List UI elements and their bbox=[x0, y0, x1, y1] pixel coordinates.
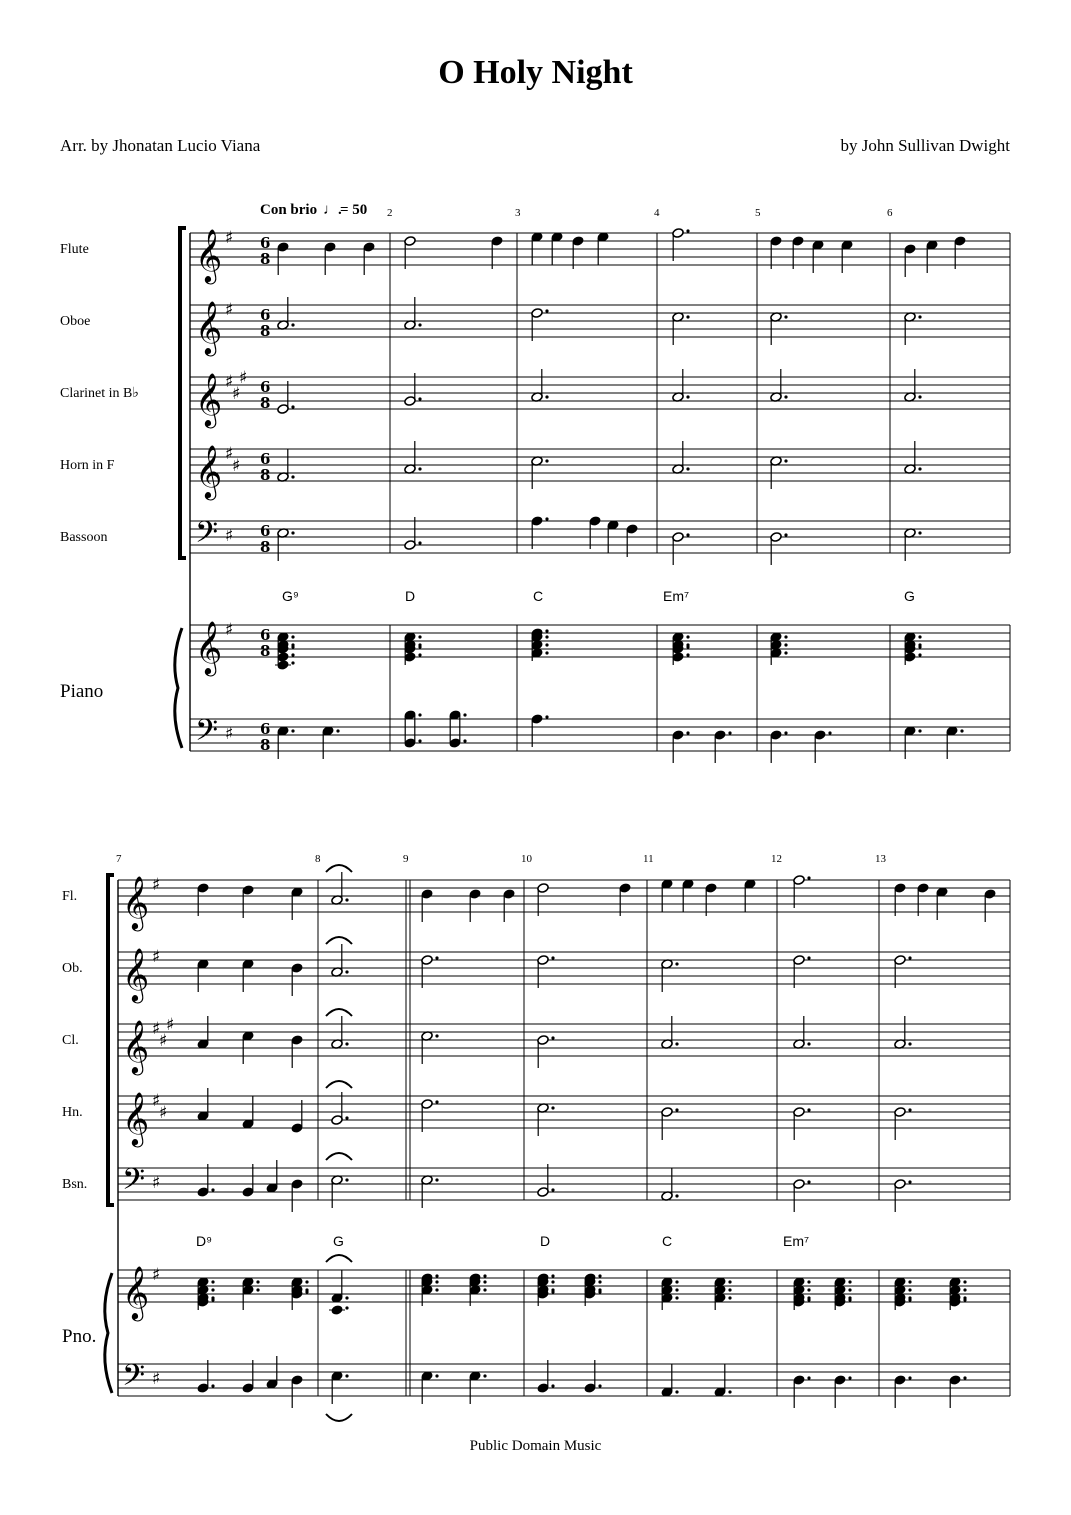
treble-clef-icon: 𝄞 bbox=[195, 444, 223, 498]
augmentation-dot bbox=[345, 1116, 348, 1119]
fermata-icon bbox=[326, 1153, 352, 1160]
augmentation-dot bbox=[686, 315, 689, 318]
time-signature-top: 6 bbox=[260, 720, 271, 738]
footer-note: Public Domain Music bbox=[469, 1438, 602, 1454]
augmentation-dot bbox=[551, 1106, 554, 1109]
time-signature-bottom: 8 bbox=[260, 250, 271, 268]
augmentation-dot bbox=[435, 956, 438, 959]
fermata-icon bbox=[326, 1009, 352, 1016]
treble-clef-icon: 𝄞 bbox=[122, 875, 150, 929]
measure-number: 8 bbox=[315, 853, 321, 865]
augmentation-dot bbox=[545, 635, 548, 638]
augmentation-dot bbox=[435, 1374, 438, 1377]
augmentation-dot bbox=[918, 643, 921, 646]
augmentation-dot bbox=[807, 1108, 810, 1111]
augmentation-dot bbox=[435, 1288, 438, 1291]
augmentation-dot bbox=[545, 395, 548, 398]
augmentation-dot bbox=[728, 1288, 731, 1291]
augmentation-dot bbox=[675, 1108, 678, 1111]
fermata-icon bbox=[326, 1414, 352, 1421]
augmentation-dot bbox=[211, 1384, 214, 1387]
augmentation-dot bbox=[435, 1178, 438, 1181]
augmentation-dot bbox=[784, 731, 787, 734]
time-signature-bottom: 8 bbox=[260, 394, 271, 412]
instrument-label-flute: Fl. bbox=[62, 889, 78, 904]
augmentation-dot bbox=[463, 739, 466, 742]
bass-clef-icon: 𝄢 bbox=[195, 516, 219, 557]
key-signature-sharp: ♯ bbox=[152, 1019, 161, 1039]
augmentation-dot bbox=[848, 1296, 851, 1299]
augmentation-dot bbox=[675, 1194, 678, 1197]
augmentation-dot bbox=[807, 1288, 810, 1291]
instrument-label-horn: Hn. bbox=[62, 1105, 83, 1120]
key-signature-sharp: ♯ bbox=[225, 724, 234, 744]
augmentation-dot bbox=[418, 397, 421, 400]
augmentation-dot bbox=[728, 1280, 731, 1283]
piano-brace bbox=[105, 1273, 112, 1393]
treble-clef-icon: 𝄞 bbox=[122, 1265, 150, 1319]
augmentation-dot bbox=[784, 651, 787, 654]
augmentation-dot bbox=[545, 459, 548, 462]
augmentation-dot bbox=[908, 1376, 911, 1379]
augmentation-dot bbox=[336, 729, 339, 732]
augmentation-dot bbox=[784, 395, 787, 398]
augmentation-dot bbox=[675, 1042, 678, 1045]
chord-symbol: D⁹ bbox=[196, 1233, 213, 1249]
key-signature-sharp: ♯ bbox=[225, 372, 234, 392]
bass-clef-icon: 𝄢 bbox=[195, 714, 219, 755]
measure-number: 12 bbox=[771, 853, 782, 865]
measure-number: 11 bbox=[643, 853, 654, 865]
augmentation-dot bbox=[918, 467, 921, 470]
augmentation-dot bbox=[598, 1280, 601, 1283]
tempo-text: Con brio bbox=[260, 202, 318, 218]
arranger-credit: Arr. by Jhonatan Lucio Viana bbox=[60, 136, 261, 155]
tempo-bpm: = 50 bbox=[340, 202, 368, 218]
time-signature-bottom: 8 bbox=[260, 642, 271, 660]
augmentation-dot bbox=[598, 1288, 601, 1291]
augmentation-dot bbox=[918, 531, 921, 534]
key-signature-sharp: ♯ bbox=[159, 1031, 168, 1051]
augmentation-dot bbox=[345, 898, 348, 901]
instrument-label-flute: Flute bbox=[60, 242, 89, 257]
augmentation-dot bbox=[291, 323, 294, 326]
augmentation-dot bbox=[960, 729, 963, 732]
measure-number: 10 bbox=[521, 853, 532, 865]
augmentation-dot bbox=[418, 467, 421, 470]
score-title: O Holy Night bbox=[438, 54, 633, 91]
fermata-icon bbox=[326, 1081, 352, 1088]
key-signature-sharp: ♯ bbox=[152, 875, 161, 895]
augmentation-dot bbox=[291, 643, 294, 646]
augmentation-dot bbox=[345, 1042, 348, 1045]
augmentation-dot bbox=[675, 1296, 678, 1299]
instrument-label-horn: Horn in F bbox=[60, 458, 115, 473]
augmentation-dot bbox=[418, 739, 421, 742]
chord-symbol: G bbox=[333, 1233, 344, 1249]
time-signature-top: 6 bbox=[260, 234, 271, 252]
treble-clef-icon: 𝄞 bbox=[122, 1019, 150, 1073]
treble-clef-icon: 𝄞 bbox=[122, 947, 150, 1001]
augmentation-dot bbox=[807, 956, 810, 959]
tempo-note-icon: ♩. bbox=[323, 202, 342, 218]
augmentation-dot bbox=[598, 1384, 601, 1387]
measure-number: 4 bbox=[654, 207, 660, 219]
augmentation-dot bbox=[675, 962, 678, 965]
instrument-label-clarinet: Cl. bbox=[62, 1033, 79, 1048]
measure-number: 7 bbox=[116, 853, 122, 865]
augmentation-dot bbox=[963, 1296, 966, 1299]
augmentation-dot bbox=[435, 1280, 438, 1283]
augmentation-dot bbox=[686, 653, 689, 656]
augmentation-dot bbox=[256, 1288, 259, 1291]
augmentation-dot bbox=[291, 635, 294, 638]
key-signature-sharp: ♯ bbox=[225, 620, 234, 640]
augmentation-dot bbox=[291, 475, 294, 478]
chord-symbol: Em⁷ bbox=[663, 588, 690, 604]
augmentation-dot bbox=[435, 1100, 438, 1103]
instrument-label-bassoon: Bsn. bbox=[62, 1177, 88, 1192]
augmentation-dot bbox=[435, 1274, 438, 1277]
augmentation-dot bbox=[807, 1042, 810, 1045]
key-signature-sharp: ♯ bbox=[152, 1173, 161, 1193]
augmentation-dot bbox=[807, 876, 810, 879]
treble-clef-icon: 𝄞 bbox=[195, 300, 223, 354]
key-signature-sharp: ♯ bbox=[166, 1015, 175, 1035]
augmentation-dot bbox=[211, 1288, 214, 1291]
augmentation-dot bbox=[551, 1280, 554, 1283]
augmentation-dot bbox=[807, 1180, 810, 1183]
chord-symbol: G⁹ bbox=[282, 588, 299, 604]
augmentation-dot bbox=[918, 395, 921, 398]
chord-symbol: G bbox=[904, 588, 915, 604]
chord-symbol: C bbox=[662, 1233, 673, 1249]
augmentation-dot bbox=[686, 533, 689, 536]
augmentation-dot bbox=[345, 1296, 348, 1299]
augmentation-dot bbox=[784, 459, 787, 462]
augmentation-dot bbox=[848, 1376, 851, 1379]
augmentation-dot bbox=[908, 1180, 911, 1183]
measure-number: 2 bbox=[387, 207, 393, 219]
augmentation-dot bbox=[291, 653, 294, 656]
augmentation-dot bbox=[545, 651, 548, 654]
chord-symbol: C bbox=[533, 588, 544, 604]
measure-number: 6 bbox=[887, 207, 893, 219]
augmentation-dot bbox=[418, 713, 421, 716]
instrument-label-piano: Pno. bbox=[62, 1326, 97, 1347]
key-signature-sharp: ♯ bbox=[225, 300, 234, 320]
augmentation-dot bbox=[551, 1288, 554, 1291]
augmentation-dot bbox=[598, 1274, 601, 1277]
augmentation-dot bbox=[908, 1288, 911, 1291]
augmentation-dot bbox=[545, 517, 548, 520]
key-signature-sharp: ♯ bbox=[225, 526, 234, 546]
augmentation-dot bbox=[551, 1384, 554, 1387]
instrument-label-oboe: Oboe bbox=[60, 314, 91, 329]
time-signature-bottom: 8 bbox=[260, 736, 271, 754]
augmentation-dot bbox=[908, 1296, 911, 1299]
augmentation-dot bbox=[551, 1274, 554, 1277]
fermata-icon bbox=[326, 937, 352, 944]
augmentation-dot bbox=[551, 1036, 554, 1039]
augmentation-dot bbox=[551, 956, 554, 959]
augmentation-dot bbox=[305, 1280, 308, 1283]
fermata-icon bbox=[326, 865, 352, 872]
time-signature-top: 6 bbox=[260, 626, 271, 644]
chord-symbol: D bbox=[540, 1233, 551, 1249]
key-signature-sharp: ♯ bbox=[159, 1103, 168, 1123]
augmentation-dot bbox=[418, 541, 421, 544]
augmentation-dot bbox=[291, 531, 294, 534]
augmentation-dot bbox=[291, 729, 294, 732]
augmentation-dot bbox=[686, 731, 689, 734]
bass-clef-icon: 𝄢 bbox=[122, 1359, 146, 1400]
augmentation-dot bbox=[918, 635, 921, 638]
treble-clef-icon: 𝄞 bbox=[195, 228, 223, 282]
augmentation-dot bbox=[483, 1288, 486, 1291]
notation-layer bbox=[122, 228, 996, 1421]
measure-number: 9 bbox=[403, 853, 409, 865]
augmentation-dot bbox=[963, 1280, 966, 1283]
augmentation-dot bbox=[418, 635, 421, 638]
augmentation-dot bbox=[291, 661, 294, 664]
augmentation-dot bbox=[807, 1280, 810, 1283]
augmentation-dot bbox=[908, 1280, 911, 1283]
augmentation-dot bbox=[211, 1296, 214, 1299]
augmentation-dot bbox=[418, 653, 421, 656]
time-signature-top: 6 bbox=[260, 450, 271, 468]
augmentation-dot bbox=[463, 713, 466, 716]
time-signature-top: 6 bbox=[260, 306, 271, 324]
composer-credit: by John Sullivan Dwight bbox=[840, 136, 1010, 155]
augmentation-dot bbox=[483, 1274, 486, 1277]
augmentation-dot bbox=[784, 643, 787, 646]
treble-clef-icon: 𝄞 bbox=[195, 372, 223, 426]
instrument-label-clarinet: Clarinet in B♭ bbox=[60, 386, 139, 401]
measure-number: 13 bbox=[875, 853, 886, 865]
augmentation-dot bbox=[291, 405, 294, 408]
augmentation-dot bbox=[728, 1296, 731, 1299]
time-signature-top: 6 bbox=[260, 522, 271, 540]
time-signature-top: 6 bbox=[260, 378, 271, 396]
piano-brace bbox=[175, 628, 182, 748]
group-bracket bbox=[180, 228, 186, 558]
augmentation-dot bbox=[848, 1288, 851, 1291]
augmentation-dot bbox=[807, 1296, 810, 1299]
augmentation-dot bbox=[211, 1280, 214, 1283]
augmentation-dot bbox=[963, 1288, 966, 1291]
augmentation-dot bbox=[686, 467, 689, 470]
augmentation-dot bbox=[908, 956, 911, 959]
augmentation-dot bbox=[545, 629, 548, 632]
augmentation-dot bbox=[784, 315, 787, 318]
treble-clef-icon: 𝄞 bbox=[195, 620, 223, 674]
augmentation-dot bbox=[418, 323, 421, 326]
augmentation-dot bbox=[908, 1108, 911, 1111]
time-signature-bottom: 8 bbox=[260, 466, 271, 484]
key-signature-sharp: ♯ bbox=[232, 456, 241, 476]
key-signature-sharp: ♯ bbox=[152, 947, 161, 967]
instrument-label-piano: Piano bbox=[60, 681, 104, 702]
augmentation-dot bbox=[908, 1042, 911, 1045]
augmentation-dot bbox=[345, 1374, 348, 1377]
augmentation-dot bbox=[545, 715, 548, 718]
augmentation-dot bbox=[551, 1188, 554, 1191]
chord-symbol: D bbox=[405, 588, 416, 604]
augmentation-dot bbox=[545, 643, 548, 646]
augmentation-dot bbox=[828, 731, 831, 734]
key-signature-sharp: ♯ bbox=[225, 444, 234, 464]
augmentation-dot bbox=[728, 731, 731, 734]
augmentation-dot bbox=[686, 643, 689, 646]
staff-lines-layer bbox=[105, 228, 1010, 1396]
augmentation-dot bbox=[483, 1280, 486, 1283]
augmentation-dot bbox=[686, 635, 689, 638]
augmentation-dot bbox=[675, 1390, 678, 1393]
augmentation-dot bbox=[686, 395, 689, 398]
augmentation-dot bbox=[483, 1374, 486, 1377]
augmentation-dot bbox=[305, 1288, 308, 1291]
time-signature-bottom: 8 bbox=[260, 322, 271, 340]
measure-number: 5 bbox=[755, 207, 761, 219]
fermata-icon bbox=[326, 1255, 352, 1262]
instrument-label-oboe: Ob. bbox=[62, 961, 83, 976]
augmentation-dot bbox=[686, 229, 689, 232]
augmentation-dot bbox=[848, 1280, 851, 1283]
augmentation-dot bbox=[807, 1376, 810, 1379]
augmentation-dot bbox=[784, 635, 787, 638]
augmentation-dot bbox=[418, 643, 421, 646]
augmentation-dot bbox=[918, 729, 921, 732]
group-bracket bbox=[108, 875, 114, 1205]
augmentation-dot bbox=[675, 1288, 678, 1291]
key-signature-sharp: ♯ bbox=[152, 1265, 161, 1285]
augmentation-dot bbox=[784, 533, 787, 536]
time-signature-bottom: 8 bbox=[260, 538, 271, 556]
key-signature-sharp: ♯ bbox=[232, 384, 241, 404]
treble-clef-icon: 𝄞 bbox=[122, 1091, 150, 1145]
key-signature-sharp: ♯ bbox=[225, 228, 234, 248]
bass-clef-icon: 𝄢 bbox=[122, 1163, 146, 1204]
augmentation-dot bbox=[675, 1280, 678, 1283]
augmentation-dot bbox=[345, 1178, 348, 1181]
augmentation-dot bbox=[918, 653, 921, 656]
instrument-label-bassoon: Bassoon bbox=[60, 530, 108, 545]
augmentation-dot bbox=[728, 1390, 731, 1393]
measure-number: 3 bbox=[515, 207, 521, 219]
augmentation-dot bbox=[256, 1280, 259, 1283]
augmentation-dot bbox=[918, 315, 921, 318]
augmentation-dot bbox=[345, 970, 348, 973]
augmentation-dot bbox=[545, 309, 548, 312]
augmentation-dot bbox=[211, 1188, 214, 1191]
key-signature-sharp: ♯ bbox=[152, 1091, 161, 1111]
augmentation-dot bbox=[435, 1034, 438, 1037]
key-signature-sharp: ♯ bbox=[239, 368, 248, 388]
augmentation-dot bbox=[345, 1306, 348, 1309]
augmentation-dot bbox=[963, 1376, 966, 1379]
key-signature-sharp: ♯ bbox=[152, 1369, 161, 1389]
chord-symbol: Em⁷ bbox=[783, 1233, 810, 1249]
